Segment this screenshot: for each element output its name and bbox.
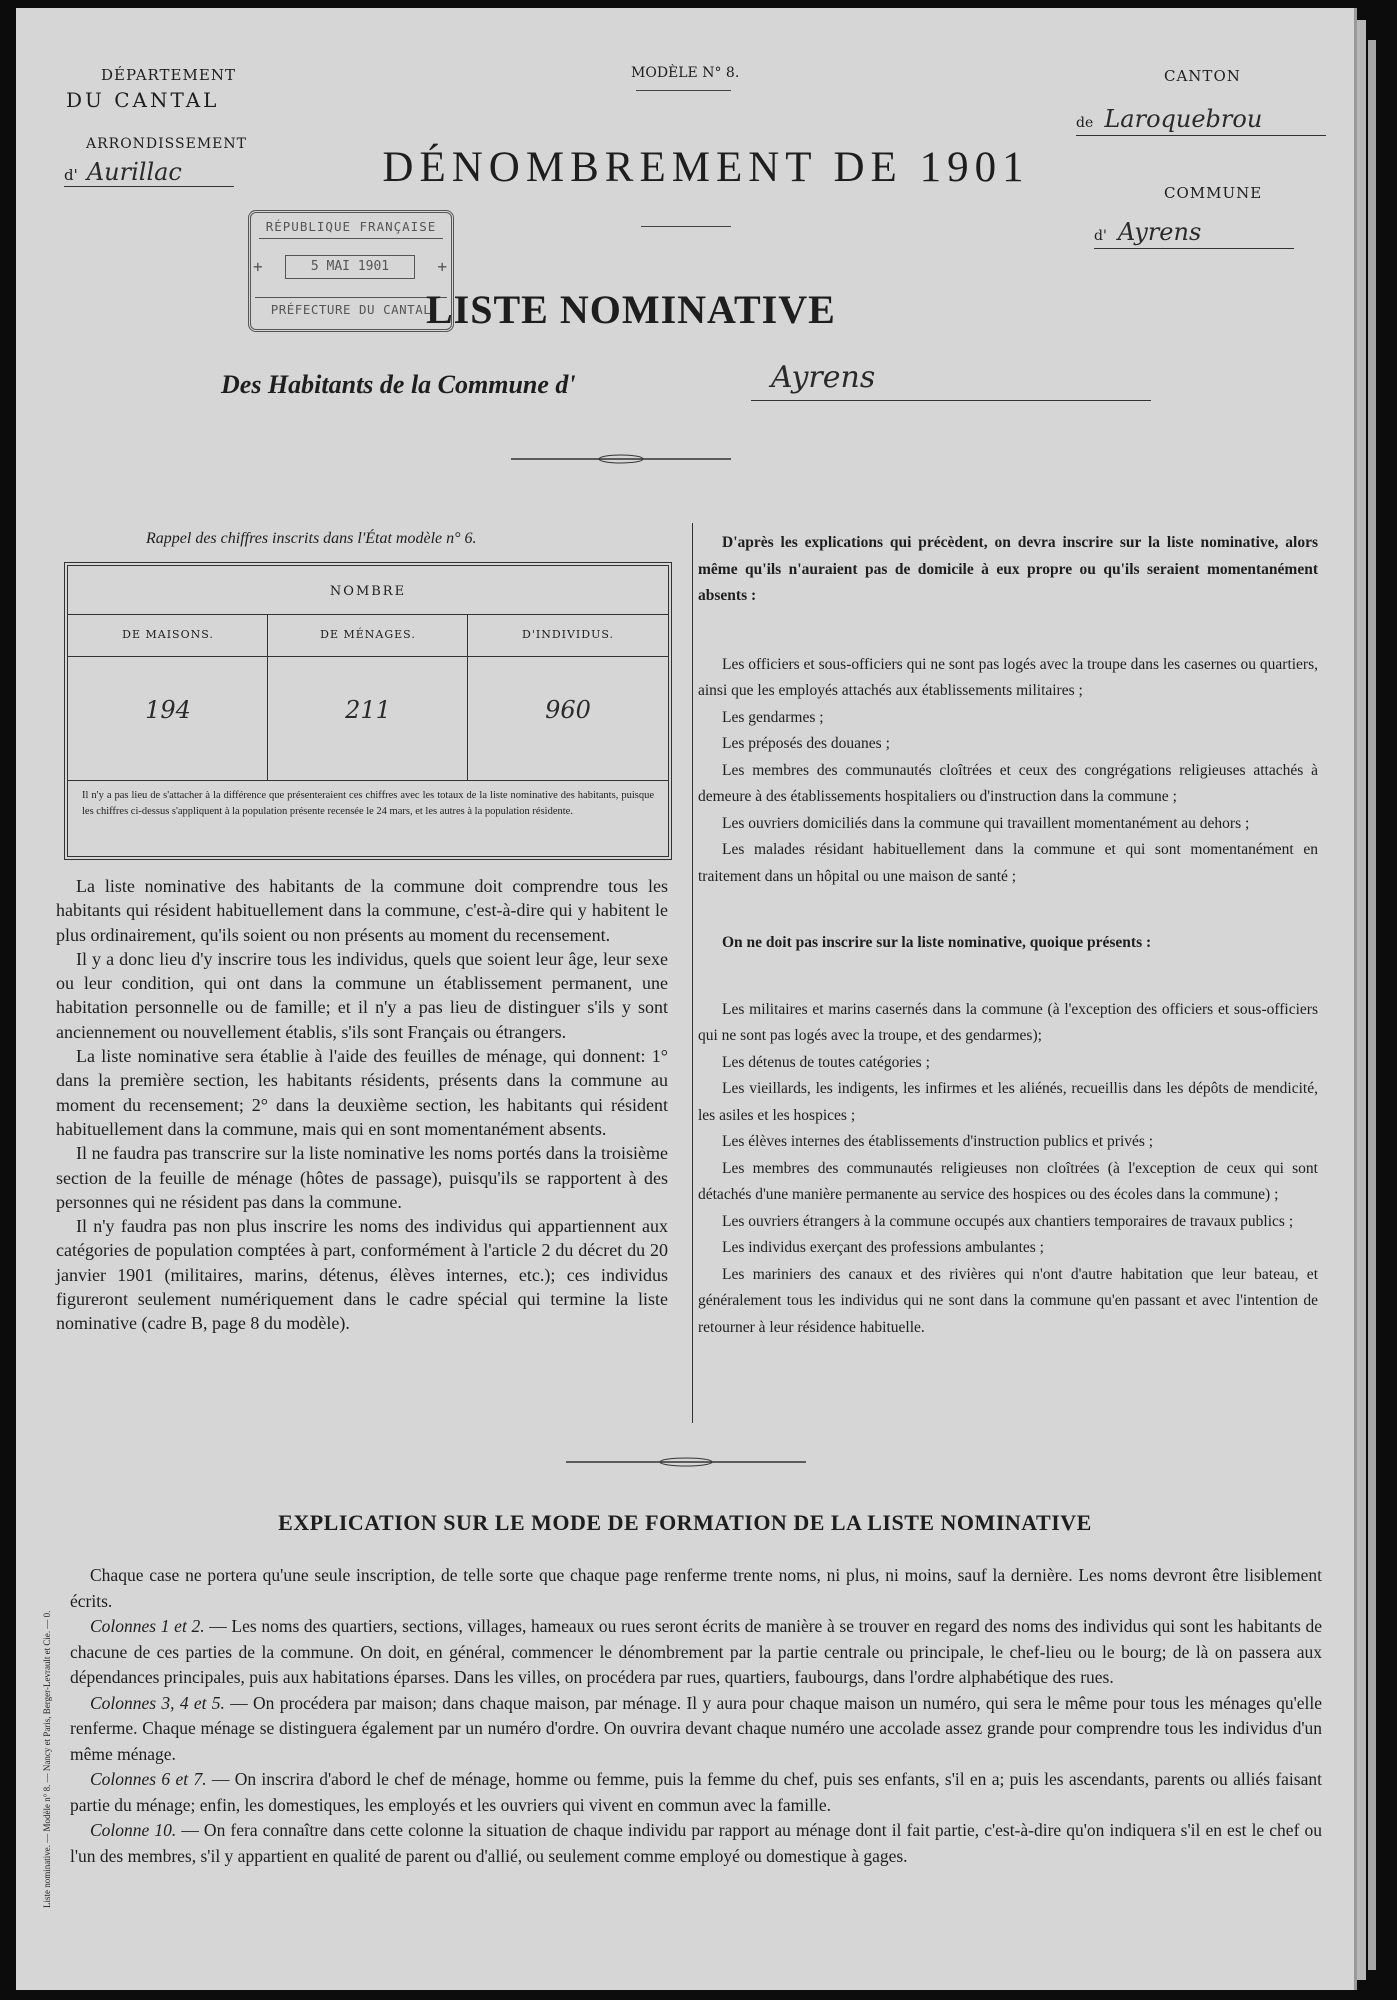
left-paragraph-2: Il y a donc lieu d'y inscrire tous les individus, quels que soient leur âge, leur sexe ou leur condition, qui ont dans la commune un établissement permanent, une habitation personnelle ou de famille; et il n'y a pas lieu de distinguer s'ils y sont anciennement ou nouvellement établis, s'ils sont Français ou étrangers. bbox=[56, 948, 668, 1042]
explication-text-2: — On procédera par maison; dans chaque maison, par ménage. Il y aura pour chaque maison un numéro, qui sera le même pour tous les ménages qu'elle renferme. Chaque ménage se distinguera également par un numéro d'ordre. On ouvrira devant chaque numéro une accolade assez grande pour comprendre tous les individus d'un même ménage. bbox=[70, 1692, 1322, 1764]
rappel-header bbox=[68, 566, 668, 657]
subtitle: Des Habitants de la Commune d' bbox=[221, 370, 576, 399]
include-item-6: Les malades résidant habituellement dans la commune et qui sont momentanément en traitement dans un hôpital ou une maison de santé ; bbox=[698, 841, 1318, 885]
exclude-item-8: Les mariniers des canaux et des rivières qui n'ont d'autre habitation que leur bateau, et généralement tous les individus qui ne sont dans la commune qu'en passant et avec l'intention de retourner à leur résidence habituelle. bbox=[698, 1265, 1318, 1336]
include-intro: D'après les explications qui précèdent, on devra inscrire sur la liste nominative, alors même qu'ils n'auraient pas de domicile à eux propre ou qu'ils seraient momentanément absents : bbox=[698, 534, 1318, 604]
arrondissement-field bbox=[64, 158, 234, 187]
explication-body bbox=[70, 1563, 1322, 1869]
liste-title: LISTE NOMINATIVE bbox=[426, 287, 836, 332]
include-item-1: Les officiers et sous-officiers qui ne sont pas logés avec la troupe dans les casernes ou quartiers, ainsi que les employés attachés aux établissements militaires ; bbox=[698, 655, 1318, 699]
departement-value: DU CANTAL bbox=[66, 88, 220, 112]
value-individus: 960 bbox=[545, 696, 591, 724]
explication-paragraph-4 bbox=[70, 1818, 1322, 1869]
explication-paragraph-2 bbox=[70, 1691, 1322, 1768]
subtitle-commune-handwriting: Ayrens bbox=[771, 360, 876, 395]
exclude-item-6: Les ouvriers étrangers à la commune occupés aux chantiers temporaires de travaux publics ; bbox=[722, 1212, 1294, 1230]
right-column bbox=[698, 530, 1318, 1341]
include-item-2: Les gendarmes ; bbox=[722, 708, 824, 726]
exclude-item-7: Les individus exerçant des professions ambulantes ; bbox=[722, 1239, 1044, 1256]
exclude-heading: On ne doit pas inscrire sur la liste nominative, quoique présents : bbox=[722, 934, 1152, 951]
col-menages-header: DE MÉNAGES. bbox=[320, 628, 416, 641]
explication-intro: Chaque case ne portera qu'une seule inscription, de telle sorte que chaque page renferme trente noms, ni plus, ni moins, sauf la dernière. Les noms devront être lisiblement écrits. bbox=[70, 1565, 1322, 1611]
exclude-item-3: Les vieillards, les indigents, les infirmes et les aliénés, recueillis dans les dépôts de mendicité, les asiles et les hospices ; bbox=[698, 1080, 1318, 1124]
explication-label-1: Colonnes 1 et 2. bbox=[90, 1616, 205, 1636]
column-divider bbox=[692, 523, 693, 1423]
exclude-item-2: Les détenus de toutes catégories ; bbox=[722, 1053, 930, 1071]
explication-paragraph-3 bbox=[70, 1767, 1322, 1818]
canton-field bbox=[1076, 105, 1326, 136]
prefecture-stamp bbox=[248, 210, 454, 332]
canton-handwriting: Laroquebrou bbox=[1104, 105, 1263, 133]
stamp-cross-right-icon: + bbox=[437, 257, 447, 276]
left-paragraphs bbox=[56, 874, 668, 1336]
side-imprint: Liste nominative. — Modèle n° 8. — Nancy et Paris, Berger-Levrault et Cie. — 0. bbox=[42, 1610, 52, 1908]
col-maisons-header: DE MAISONS. bbox=[122, 628, 214, 641]
col-individus-header: D'INDIVIDUS. bbox=[522, 628, 614, 641]
canton-prefix: de bbox=[1076, 115, 1094, 131]
stamp-cross-left-icon: + bbox=[253, 257, 263, 276]
exclude-item-1: Les militaires et marins casernés dans la commune (à l'exception des officiers et sous-officiers qui ne sont pas logés avec la troupe, et des gendarmes); bbox=[698, 1000, 1318, 1044]
commune-label: COMMUNE bbox=[1164, 184, 1263, 202]
left-paragraph-3: La liste nominative sera établie à l'aide des feuilles de ménage, qui donnent: 1° dans la première section, les habitants résidents, présents dans la commune au moment du recensement; 2° dans la deuxième section, les habitants qui résident habituellement dans la commune, mais qui en sont momentanément absents. bbox=[56, 1046, 668, 1139]
explication-label-4: Colonne 10. bbox=[90, 1820, 177, 1840]
rappel-box bbox=[64, 562, 672, 860]
arrondissement-handwriting: Aurillac bbox=[86, 158, 182, 186]
include-item-4: Les membres des communautés cloîtrées et ceux des congrégations religieuses attachés à demeure à des établissements hospitaliers ou d'instruction dans la commune ; bbox=[698, 761, 1318, 805]
commune-field bbox=[1094, 218, 1294, 249]
stamp-date: 5 MAI 1901 bbox=[285, 255, 415, 279]
nombre-rule bbox=[68, 614, 668, 615]
commune-handwriting: Ayrens bbox=[1117, 218, 1202, 246]
left-paragraph-4: Il ne faudra pas transcrire sur la liste nominative les noms portés dans la troisième section de la feuille de ménage (hôtes de passage), puisqu'ils se rapportent à des personnes qui ne résident pas dans la commune. bbox=[56, 1143, 668, 1212]
arrondissement-label: ARRONDISSEMENT bbox=[86, 136, 247, 152]
explication-text-4: — On fera connaître dans cette colonne la situation de chaque individu par rapport au ménage dont il fait partie, c'est-à-dire qu'on indiquera s'il en est le chef ou l'un des membres, s'il y appartient en qualité de parent ou d'allié, ou seulement comme employé ou domestique à gages. bbox=[70, 1820, 1322, 1866]
left-paragraph-1: La liste nominative des habitants de la commune doit comprendre tous les habitants qui résident habituellement dans la commune, c'est-à-dire qui y habitent le plus ordinairement, qu'ils soient ou non présents au moment du recensement. bbox=[56, 876, 668, 945]
include-item-5: Les ouvriers domiciliés dans la commune qui travaillent momentanément au dehors ; bbox=[722, 814, 1250, 832]
explication-label-3: Colonnes 6 et 7. bbox=[90, 1769, 207, 1789]
left-paragraph-5: Il n'y faudra pas non plus inscrire les noms des individus qui appartiennent aux catégories de population comptées à part, conformément à l'article 2 du décret du 20 janvier 1901 (militaires, marins, détenus, élèves internes, etc.); ces individus figureront seulement numériquement dans le cadre spécial qui termine la liste nominative (cadre B, page 8 du modèle). bbox=[56, 1216, 668, 1334]
explication-text-3: — On inscrira d'abord le chef de ménage, homme ou femme, puis la femme du chef, puis ses enfants, s'il en a; puis les ascendants, parents ou alliés faisant partie du ménage; enfin, les domestiques, les employés et les ouvriers qui vivent en commun avec la famille. bbox=[70, 1769, 1322, 1815]
explication-title: EXPLICATION SUR LE MODE DE FORMATION DE LA LISTE NOMINATIVE bbox=[278, 1510, 1092, 1535]
explication-text-1: — Les noms des quartiers, sections, villages, hameaux ou rues seront écrits de manière à se trouver en regard des noms des individus qui sont les habitants de chacune de ces parties de la commune. On doit, en général, commencer le dénombrement par la partie centrale ou principale, le chef-lieu ou le bourg; de là on passera aux dépendances principales, puis aux habitations éparses. Dans les villes, on procédera par rues, quartiers, faubourgs, dans l'ordre alphabétique des rues. bbox=[70, 1616, 1322, 1687]
stamp-line-1: RÉPUBLIQUE FRANÇAISE bbox=[259, 219, 443, 239]
exclude-item-4: Les élèves internes des établissements d'instruction publics et privés ; bbox=[722, 1133, 1154, 1150]
canton-label: CANTON bbox=[1164, 67, 1241, 85]
rappel-note: Il n'y a pas lieu de s'attacher à la différence que présenteraient ces chiffres avec les totaux de la liste nominative des habitants, puisque les chiffres ci-dessus s'appliquent à la population présente recensée le 24 mars, et les autres à la population résidente. bbox=[82, 790, 654, 817]
arrondissement-prefix: d' bbox=[64, 166, 78, 184]
census-page bbox=[16, 8, 1357, 1990]
nombre-label: NOMBRE bbox=[329, 584, 407, 599]
value-maisons: 194 bbox=[145, 696, 191, 724]
subtitle-commune-field bbox=[751, 360, 1151, 401]
census-title: DÉNOMBREMENT DE 1901 bbox=[382, 144, 1030, 191]
ornament-rule-top bbox=[511, 453, 731, 465]
note-rule bbox=[68, 780, 668, 781]
value-menages: 211 bbox=[345, 696, 391, 724]
model-number: MODÈLE N° 8. bbox=[631, 65, 740, 81]
stamp-line-3: PRÉFECTURE DU CANTAL bbox=[255, 297, 447, 317]
rappel-caption: Rappel des chiffres inscrits dans l'État modèle n° 6. bbox=[146, 530, 477, 547]
departement-label: DÉPARTEMENT bbox=[101, 66, 236, 84]
exclude-item-5: Les membres des communautés religieuses non cloîtrées (à l'exception de ceux qui sont détachés d'une manière permanente au service des hospices ou des écoles dans la commune) ; bbox=[698, 1159, 1318, 1203]
explication-paragraph-1 bbox=[70, 1614, 1322, 1691]
explication-label-2: Colonnes 3, 4 et 5. bbox=[90, 1692, 225, 1713]
title-rule bbox=[641, 226, 731, 227]
include-item-3: Les préposés des douanes ; bbox=[722, 735, 890, 752]
commune-prefix: d' bbox=[1094, 228, 1107, 244]
model-rule bbox=[636, 90, 731, 91]
ornament-rule-middle bbox=[566, 1456, 806, 1468]
